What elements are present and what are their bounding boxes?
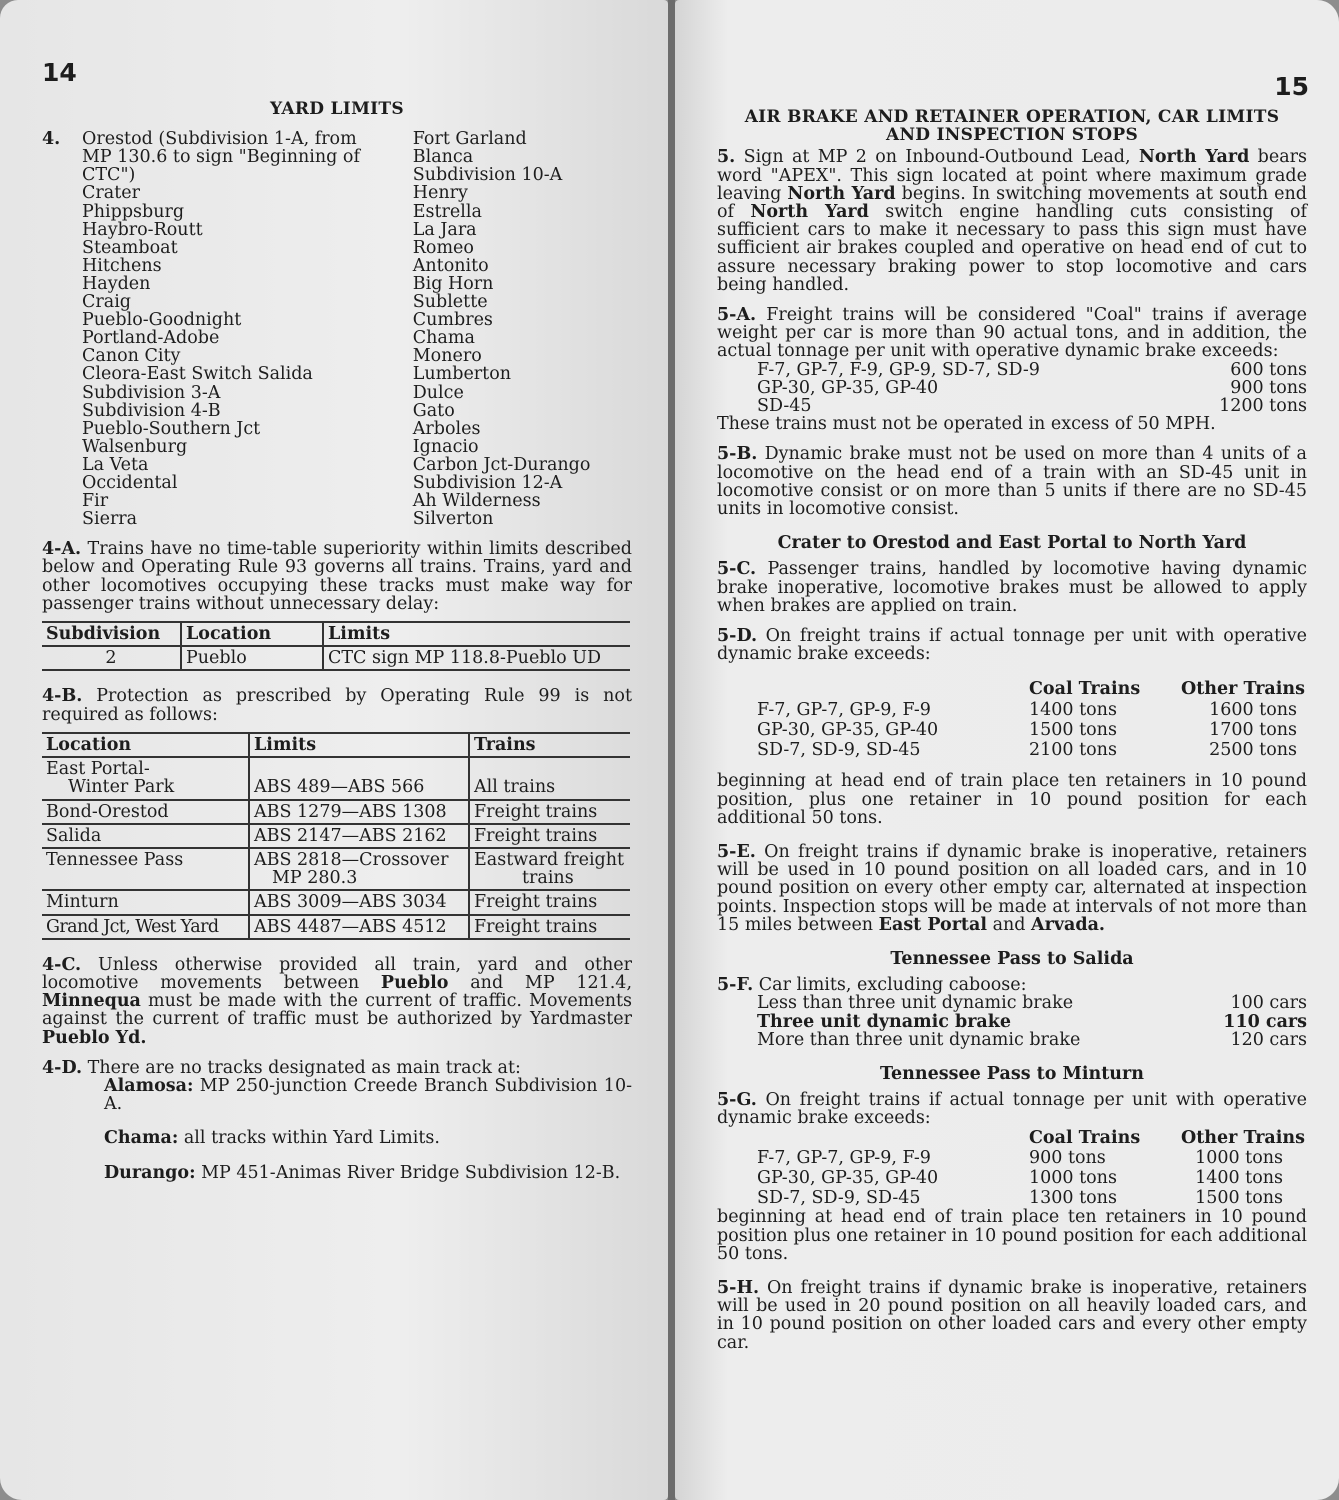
- place-name: Alamosa:: [104, 1075, 194, 1096]
- table-row: [717, 1168, 1305, 1188]
- table-cell: 1400 tons: [1029, 699, 1117, 720]
- rule-label: 5-F.: [717, 975, 754, 996]
- rule-label: 5-A.: [717, 305, 757, 326]
- unit-models: GP-30, GP-35, GP-40: [757, 377, 939, 398]
- list-item: [757, 397, 1307, 415]
- page-number-right: 15: [1274, 72, 1309, 101]
- yard-limit-item: Subdivision 12-A: [412, 472, 563, 493]
- rule-text: switch engine handling cuts consisting of sufficient cars to make it necessary to pass this sign must have sufficient air brakes coupled and operative on head end of cut to assure necessary braking power to stop locomotive and cars being handled.: [717, 202, 1308, 295]
- rule-label: 4.: [42, 129, 61, 150]
- yard-limit-item: MP 130.6 to sign "Beginning of: [82, 147, 360, 168]
- limits-line: ABS 2818—Crossover: [254, 849, 449, 870]
- table-row: [42, 824, 630, 848]
- table-cell: SD-7, SD-9, SD-45: [757, 1188, 921, 1209]
- rule-text: beginning at head end of train place ten retainers in 10 pound position plus one retainer in 10 pound position for each additional 50 tons.: [717, 1207, 1307, 1264]
- title-line: AND INSPECTION STOPS: [885, 125, 1139, 146]
- yard-limit-item: Ah Wilderness: [412, 491, 541, 512]
- yard-limit-item: Subdivision 4-B: [82, 400, 221, 421]
- table-cell: 1500 tons: [1029, 719, 1117, 740]
- yard-limit-item: Canon City: [82, 346, 181, 367]
- rule-4d: [42, 1059, 632, 1077]
- rule-4d-items: [42, 1077, 632, 1182]
- place-name: Chama:: [104, 1128, 179, 1149]
- list-item: [757, 379, 1307, 397]
- table-cell: 1300 tons: [1029, 1188, 1117, 1209]
- left-page: [0, 0, 668, 1500]
- table-cell: Freight trains: [469, 800, 630, 824]
- table-cell: 1400 tons: [1195, 1167, 1283, 1188]
- yard-limit-item: Occidental: [82, 472, 178, 493]
- rule-label: 4-C.: [42, 954, 82, 975]
- table-cell: Freight trains: [469, 915, 630, 939]
- table-cell: ABS 2147—ABS 2162: [249, 824, 469, 848]
- yard-limit-item: Romeo: [412, 237, 474, 258]
- tonnage: 900 tons: [1230, 377, 1307, 398]
- rule-text: Unless otherwise provided all train, yard and other locomotive movements between: [42, 954, 632, 993]
- rule-text: and MP 121.4,: [448, 972, 633, 993]
- yard-limit-item: Lumberton: [412, 364, 511, 385]
- subheading-crater-orestod: Crater to Orestod and East Portal to North Yard: [777, 533, 1247, 554]
- table-header: Limits: [323, 622, 630, 646]
- rule-label: 5-G.: [717, 1090, 757, 1111]
- subheading-tennessee-minturn: Tennessee Pass to Minturn: [880, 1063, 1144, 1084]
- table-row: [42, 915, 630, 939]
- rule-text-bold: East Portal: [878, 914, 987, 935]
- car-limit: 100 cars: [1230, 993, 1307, 1014]
- yard-limits-list-left: [42, 130, 413, 528]
- list-item: [104, 1077, 632, 1113]
- yard-limit-item: Hitchens: [82, 255, 162, 276]
- list-item: [104, 1164, 632, 1182]
- yard-limits-list: [42, 130, 632, 528]
- item-text: MP 250-junction Creede Branch Subdivision 10-A.: [104, 1075, 632, 1115]
- rule-5g: [717, 1091, 1307, 1127]
- table-row: [42, 757, 630, 799]
- yard-limit-item: Arboles: [412, 418, 481, 439]
- table-4b: [42, 732, 630, 940]
- yard-limit-item: Haybro-Routt: [82, 219, 203, 240]
- table-cell: F-7, GP-7, GP-9, F-9: [757, 699, 931, 720]
- table-cell: SD-7, SD-9, SD-45: [757, 740, 921, 761]
- rule-text: On freight trains if dynamic brake is inoperative, retainers will be used in 20 pound position on all heavily loaded cars, and in 10 pound position on other loaded cars and every other empty car.: [717, 1277, 1307, 1353]
- table-header: Coal Trains: [1029, 679, 1141, 700]
- list-item: [757, 1031, 1307, 1049]
- tonnage-table-5g: [717, 1128, 1305, 1209]
- yard-limit-item: Crater: [82, 183, 140, 204]
- subheading-tennessee-salida: Tennessee Pass to Salida: [890, 948, 1134, 969]
- yard-limit-item: Steamboat: [82, 237, 178, 258]
- table-cell: [469, 848, 630, 890]
- yard-limit-item: CTC"): [82, 165, 136, 186]
- yard-limit-item: Ignacio: [412, 436, 479, 457]
- rule-text-bold: Minnequa: [42, 991, 141, 1012]
- trains-line: Eastward freight: [474, 849, 625, 870]
- rule-text-bold: Arvada.: [1031, 914, 1106, 935]
- rule-text: Dynamic brake must not be used on more than 4 units of a locomotive on the head end of a train with an SD-45 unit in locomotive consist or on more than 5 units if there are no SD-45 units in locomotive consist.: [717, 444, 1307, 520]
- rule-4b: [42, 687, 632, 723]
- table-cell: Minturn: [42, 890, 249, 914]
- table-row: [717, 1148, 1305, 1168]
- table-header-row: [717, 679, 1305, 699]
- title-line: AIR BRAKE AND RETAINER OPERATION, CAR LIMITS: [744, 107, 1280, 127]
- rule-text: Trains have no time-table superiority within limits described below and Operating Rule 93 governs all trains. Trains, yard and other locomotives occupying these tracks must make way for passenger trains without unnecessary delay:: [42, 539, 632, 614]
- rule-text: Freight trains will be considered "Coal" trains if average weight per car is more than 90 actual tons, and in addition, the actual tonnage per unit with operative dynamic brake exceeds:: [717, 305, 1307, 362]
- table-header: Location: [42, 733, 249, 757]
- left-column: [42, 100, 632, 1182]
- rule-label: 5-B.: [717, 444, 758, 465]
- condition: Three unit dynamic brake: [757, 1011, 1012, 1032]
- rule-text-bold: Pueblo Yd.: [42, 1027, 147, 1048]
- rule-label: 4-B.: [42, 686, 83, 707]
- table-cell: 1500 tons: [1195, 1188, 1283, 1209]
- rule-label: 4-D.: [42, 1057, 83, 1078]
- table-cell: 1000 tons: [1195, 1147, 1283, 1168]
- table-header: Limits: [249, 733, 469, 757]
- rule-text: Car limits, excluding caboose:: [753, 975, 1027, 996]
- table-cell: ABS 1279—ABS 1308: [249, 800, 469, 824]
- rule-text: On freight trains if actual tonnage per unit with operative dynamic brake exceeds:: [717, 1090, 1307, 1129]
- table-cell: Pueblo: [181, 646, 323, 670]
- yard-limit-item: Portland-Adobe: [82, 328, 220, 349]
- rule-label: 5.: [717, 147, 736, 168]
- table-cell: 1700 tons: [1209, 719, 1297, 740]
- yard-limit-item: Gato: [412, 400, 455, 421]
- rule-text: Sign at MP 2 on Inbound-Outbound Lead,: [735, 147, 1139, 168]
- yard-limit-item: Fir: [82, 491, 109, 512]
- rule-text: These trains must not be operated in excess of 50 MPH.: [717, 414, 1216, 435]
- yard-limit-item: Blanca: [412, 147, 474, 168]
- yard-limit-text: Orestod (Subdivision 1-A, from: [82, 129, 357, 150]
- unit-models: SD-45: [757, 396, 812, 417]
- rule-text: Passenger trains, handled by locomotive having dynamic brake inoperative, locomotive brakes must be allowed to apply when brakes are applied on train.: [717, 559, 1307, 616]
- yard-limit-item: Subdivision 3-A: [82, 382, 221, 403]
- condition: More than three unit dynamic brake: [757, 1029, 1081, 1050]
- rule-text: and: [987, 914, 1032, 935]
- table-cell: ABS 3009—ABS 3034: [249, 890, 469, 914]
- rule-5: [717, 148, 1307, 294]
- yard-limit-item: Sierra: [82, 509, 138, 530]
- tonnage-table-5d: [717, 679, 1305, 760]
- table-row: [717, 700, 1305, 720]
- yard-limit-item: Walsenburg: [82, 436, 188, 457]
- yard-limit-item: Subdivision 10-A: [412, 165, 563, 186]
- rule-text: There are no tracks designated as main track at:: [82, 1057, 521, 1078]
- table-cell: GP-30, GP-35, GP-40: [757, 719, 939, 740]
- yard-limit-item: Carbon Jct-Durango: [412, 454, 591, 475]
- condition: Less than three unit dynamic brake: [757, 993, 1074, 1014]
- coal-threshold-list: [717, 361, 1307, 416]
- table-cell: 900 tons: [1029, 1147, 1106, 1168]
- list-item: [757, 994, 1307, 1012]
- yard-limit-item: Silverton: [412, 509, 494, 530]
- table-row: [717, 1188, 1305, 1208]
- rule-label: 5-H.: [717, 1277, 760, 1298]
- rule-text: On freight trains if dynamic brake is inoperative, retainers will be used in 10 pound position on all loaded cars, and in 10 pound position on every other empty car, alternated at inspection points. Inspection stops will be made at intervals of not more than 15 miles between: [717, 841, 1307, 935]
- table-row: [42, 848, 630, 890]
- table-row: [717, 740, 1305, 760]
- table-cell: Grand Jct, West Yard: [42, 915, 249, 939]
- table-cell: GP-30, GP-35, GP-40: [757, 1167, 939, 1188]
- yard-limit-item: La Jara: [412, 219, 477, 240]
- rule-label: 5-D.: [717, 626, 758, 647]
- table-4a: [42, 621, 630, 671]
- table-cell: 2500 tons: [1209, 740, 1297, 761]
- page-number-left: 14: [42, 58, 77, 87]
- rule-5d: [717, 627, 1307, 663]
- table-cell: [42, 757, 249, 799]
- table-header: Subdivision: [42, 622, 181, 646]
- item-text: all tracks within Yard Limits.: [178, 1128, 440, 1149]
- yard-limit-item: Estrella: [412, 201, 482, 222]
- rule-label: 5-E.: [717, 841, 756, 862]
- list-item: [757, 361, 1307, 379]
- rule-text-bold: North Yard: [1138, 147, 1250, 168]
- yard-limit-item: Phippsburg: [82, 201, 185, 222]
- rule-5b: [717, 445, 1307, 518]
- book-spine: [668, 0, 675, 1500]
- trains-line: trains: [522, 868, 574, 889]
- location-line: East Portal-: [46, 759, 150, 780]
- rule-5c: [717, 560, 1307, 615]
- table-header: Other Trains: [1180, 679, 1305, 700]
- tonnage: 600 tons: [1230, 359, 1307, 380]
- list-item: [757, 1013, 1307, 1031]
- tonnage: 1200 tons: [1219, 396, 1307, 417]
- yard-limit-item: Craig: [82, 292, 131, 313]
- unit-models: F-7, GP-7, F-9, GP-9, SD-7, SD-9: [757, 359, 1040, 380]
- item-text: MP 451-Animas River Bridge Subdivision 12-B.: [195, 1162, 621, 1183]
- yard-limit-item: Hayden: [82, 273, 151, 294]
- yard-limit-item: Monero: [412, 346, 482, 367]
- table-cell: ABS 4487—ABS 4512: [249, 915, 469, 939]
- table-cell: 2100 tons: [1029, 740, 1117, 761]
- yard-limit-item: Sublette: [412, 292, 488, 313]
- yard-limit-item: Fort Garland: [412, 129, 527, 150]
- yard-limit-item: [42, 130, 413, 148]
- yard-limit-item: Cumbres: [412, 310, 493, 331]
- table-cell: 1000 tons: [1029, 1167, 1117, 1188]
- table-cell: Freight trains: [469, 824, 630, 848]
- right-page: [675, 0, 1339, 1500]
- yard-limit-item: Big Horn: [412, 273, 494, 294]
- limits-line: MP 280.3: [272, 868, 358, 889]
- rule-text-bold: Pueblo: [380, 972, 449, 993]
- table-row: [717, 720, 1305, 740]
- table-cell: Freight trains: [469, 890, 630, 914]
- section-title-air-brake: [717, 108, 1307, 144]
- yard-limit-item: Dulce: [412, 382, 464, 403]
- table-row: [42, 646, 630, 670]
- table-cell: F-7, GP-7, GP-9, F-9: [757, 1147, 931, 1168]
- table-cell: CTC sign MP 118.8-Pueblo UD: [323, 646, 630, 670]
- rule-text-bold: North Yard: [750, 202, 869, 223]
- right-column: [717, 108, 1307, 1352]
- rule-text: must be made with the current of traffic. Movements against the current of traffic must be authorized by Yardmaster: [42, 991, 632, 1030]
- table-cell: 2: [42, 646, 181, 670]
- list-item: [104, 1129, 632, 1147]
- table-cell: ABS 489—ABS 566: [249, 757, 469, 799]
- table-header: Other Trains: [1180, 1127, 1305, 1148]
- rule-text: beginning at head end of train place ten retainers in 10 pound position, plus one retainer in 10 pound position for each additional 50 tons.: [717, 771, 1307, 828]
- place-name: Durango:: [104, 1162, 196, 1183]
- rule-5e: [717, 843, 1307, 934]
- car-limit: 110 cars: [1223, 1011, 1307, 1032]
- car-limits-list: [717, 994, 1307, 1049]
- table-cell: All trains: [469, 757, 630, 799]
- table-cell: Tennessee Pass: [42, 848, 249, 890]
- rule-5h: [717, 1279, 1307, 1352]
- yard-limit-item: Henry: [412, 183, 468, 204]
- yard-limit-item: Chama: [412, 328, 475, 349]
- rule-5f: [717, 976, 1307, 994]
- table-header: Location: [181, 622, 323, 646]
- yard-limit-item: Pueblo-Southern Jct: [82, 418, 261, 439]
- yard-limit-item: La Veta: [82, 454, 149, 475]
- car-limit: 120 cars: [1230, 1029, 1307, 1050]
- yard-limits-list-right: [413, 130, 632, 528]
- rule-text: bears word "APEX". This sign located at point where maximum grade leaving: [717, 147, 1307, 204]
- table-row: [42, 800, 630, 824]
- section-title-yard-limits: YARD LIMITS: [270, 99, 404, 119]
- rule-text-bold: North Yard: [787, 183, 896, 204]
- rule-4a: [42, 540, 632, 613]
- rule-text: begins. In switching movements at south end of: [717, 183, 1307, 223]
- table-cell: [249, 848, 469, 890]
- yard-limit-item: Antonito: [412, 255, 489, 276]
- rule-label: 5-C.: [717, 559, 757, 580]
- table-header-row: [717, 1128, 1305, 1148]
- table-row: [42, 890, 630, 914]
- table-cell: Bond-Orestod: [42, 800, 249, 824]
- rule-text: Protection as prescribed by Operating Rule 99 is not required as follows:: [42, 686, 632, 725]
- table-header: Coal Trains: [1029, 1127, 1141, 1148]
- table-header: Trains: [469, 733, 630, 757]
- rule-4c: [42, 956, 632, 1047]
- rule-label: 4-A.: [42, 539, 82, 560]
- yard-limit-item: Cleora-East Switch Salida: [82, 364, 313, 385]
- location-line: Winter Park: [68, 777, 175, 798]
- rule-text: On freight trains if actual tonnage per unit with operative dynamic brake exceeds:: [717, 626, 1307, 665]
- table-cell: 1600 tons: [1209, 699, 1297, 720]
- rule-5a: [717, 306, 1307, 361]
- yard-limit-item: Pueblo-Goodnight: [82, 310, 242, 331]
- table-cell: Salida: [42, 824, 249, 848]
